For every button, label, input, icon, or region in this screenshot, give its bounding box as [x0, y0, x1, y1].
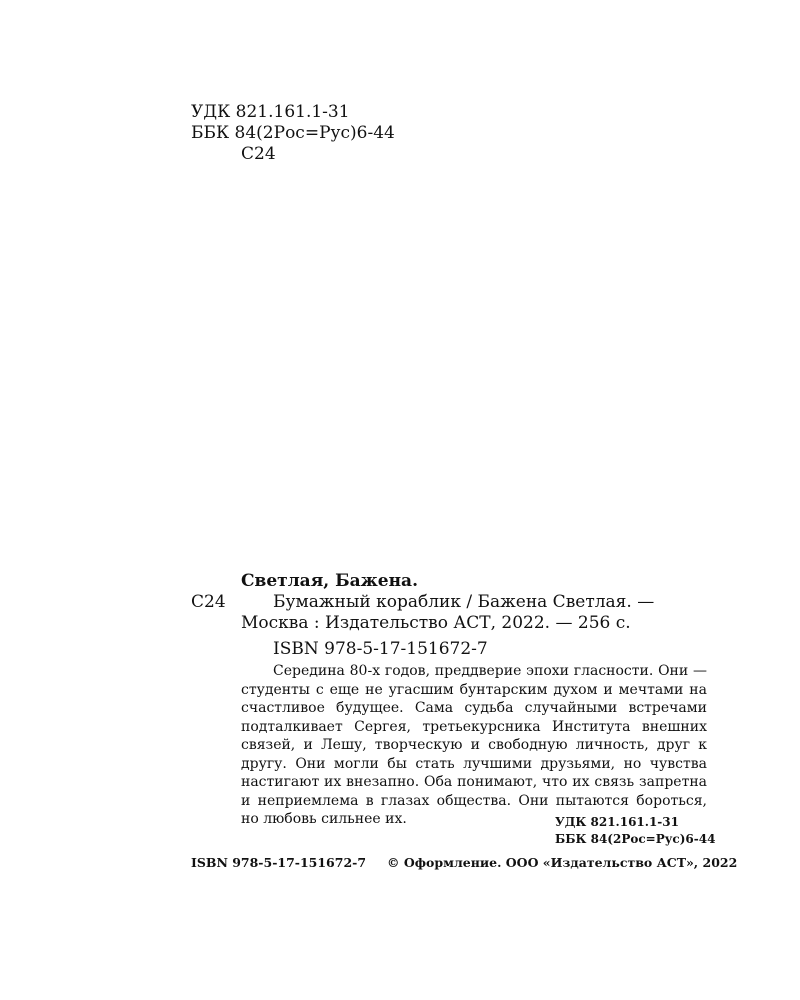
description-line-1-row: [191, 592, 711, 613]
udk-code: УДК 821.161.1-31: [191, 102, 350, 122]
copyright-notice: © Оформление. ООО «Издательство АСТ», 2022: [387, 855, 738, 870]
author-mark: С24: [241, 144, 276, 164]
record-author-mark: С24: [191, 592, 226, 612]
bottom-bbk-code: ББК 84(2Рос=Рус)6-44: [555, 832, 716, 846]
footer-isbn: ISBN 978-5-17-151672-7: [191, 855, 367, 870]
classification-block: [191, 102, 395, 165]
bottom-udk-code: УДК 821.161.1-31: [555, 815, 679, 829]
bibliographic-record: [191, 571, 711, 660]
publication-details: Москва : Издательство АСТ, 2022. — 256 с.: [241, 613, 631, 633]
author-name: Светлая, Бажена.: [241, 571, 418, 591]
bottom-classification: [555, 814, 715, 848]
title-description: Бумажный кораблик / Бажена Светлая. —: [273, 592, 655, 612]
isbn-line: ISBN 978-5-17-151672-7: [273, 639, 488, 659]
annotation-paragraph: Середина 80-х годов, преддверие эпохи гласности. Они — студенты с еще не угасшим бунтарским духом и мечтами на счастливое будущее. Сама судьба случайными встречами подталкивает Сергея, третьекурсника Института внешних связей, и Лешу, творческую и свободную личность, друг к другу. Они могли бы стать лучшими друзьями, но чувства настигают их внезапно. Оба понимают, что их связь запретна и неприемлема в глазах общества. Они пытаются бороться, но любовь сильнее их.: [241, 663, 707, 827]
bbk-code: ББК 84(2Рос=Рус)6-44: [191, 123, 395, 143]
